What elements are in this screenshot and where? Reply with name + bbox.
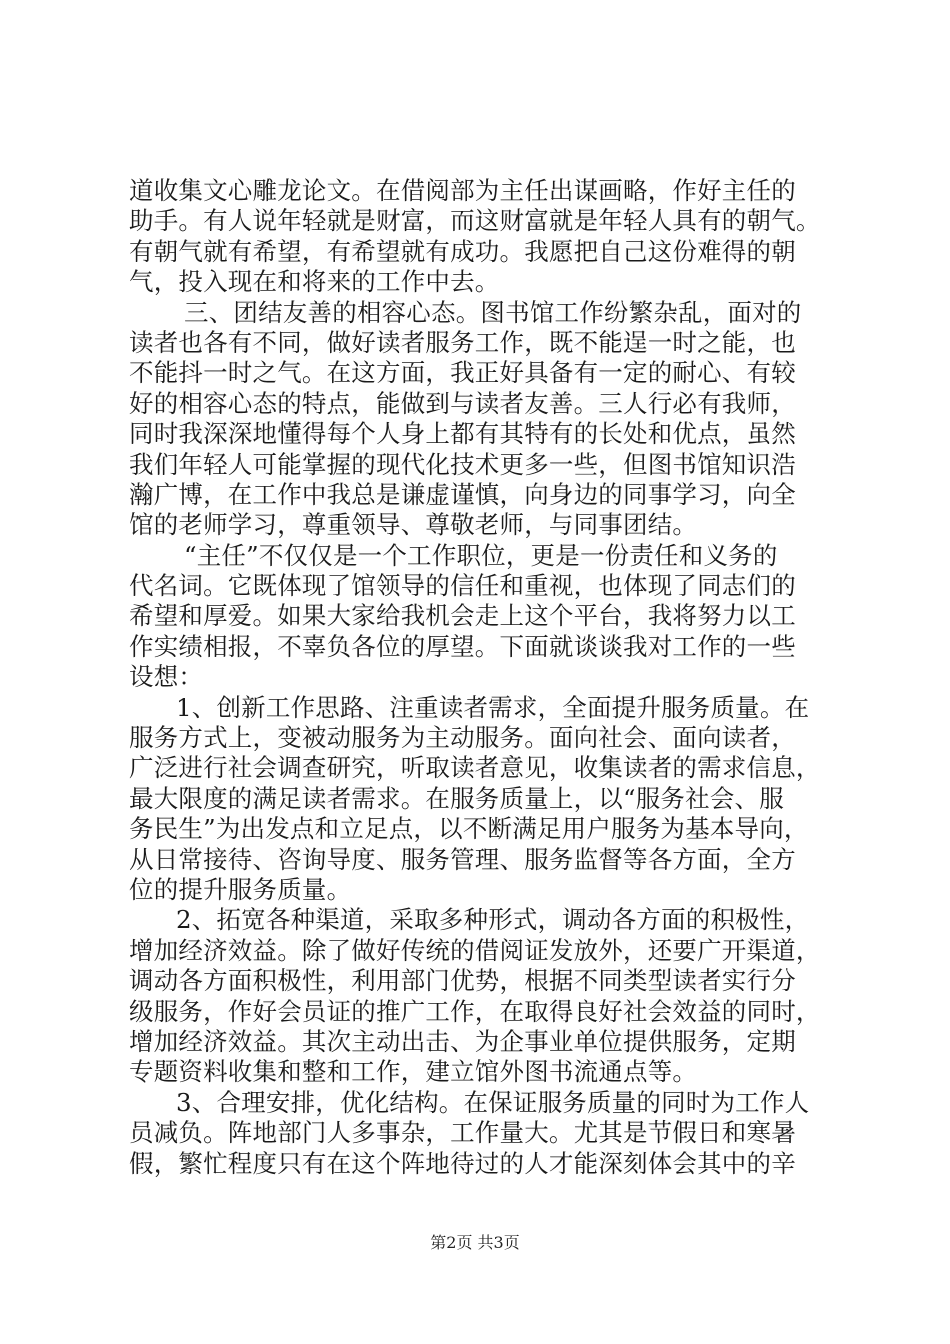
text-line: 务民生”为出发点和立足点，以不断满足用户服务为基本导向， bbox=[129, 814, 809, 844]
text-line: 专题资料收集和整和工作，建立馆外图书流通点等。 bbox=[129, 1057, 698, 1087]
paragraph-start-line: “主任”不仅仅是一个工作职位，更是一份责任和义务的 bbox=[184, 540, 778, 570]
text-line: 助手。有人说年轻就是财富，而这财富就是年轻人具有的朝气。 bbox=[129, 206, 821, 236]
text-line: 位的提升服务质量。 bbox=[129, 874, 352, 904]
text-line: 员减负。阵地部门人多事杂，工作量大。尤其是节假日和寒暑 bbox=[129, 1118, 796, 1148]
page-footer: 第2页 共3页 bbox=[430, 1233, 520, 1252]
text-line: 最大限度的满足读者需求。在服务质量上，以“服务社会、服 bbox=[129, 783, 784, 813]
paragraph-start-line: 3、合理安排，优化结构。在保证服务质量的同时为工作人 bbox=[176, 1087, 810, 1117]
text-line: 服务方式上，变被动服务为主动服务。面向社会、面向读者， bbox=[129, 723, 796, 753]
text-line: 好的相容心态的特点，能做到与读者友善。三人行必有我师， bbox=[129, 388, 796, 418]
text-line: 读者也各有不同，做好读者服务工作，既不能逞一时之能，也 bbox=[129, 327, 796, 357]
text-line: 气，投入现在和将来的工作中去。 bbox=[129, 267, 500, 297]
text-line: 我们年轻人可能掌握的现代化技术更多一些，但图书馆知识浩 bbox=[129, 449, 796, 479]
text-line: 有朝气就有希望，有希望就有成功。我愿把自己这份难得的朝 bbox=[129, 236, 796, 266]
text-line: 代名词。它既体现了馆领导的信任和重视，也体现了同志们的 bbox=[129, 571, 796, 601]
text-line: 不能抖一时之气。在这方面，我正好具备有一定的耐心、有较 bbox=[129, 358, 796, 388]
text-line: 增加经济效益。其次主动出击、为企事业单位提供服务，定期 bbox=[129, 1026, 796, 1056]
text-line: 瀚广博，在工作中我总是谦虚谨慎，向身边的同事学习，向全 bbox=[129, 479, 796, 509]
paragraph-start-line: 2、拓宽各种渠道，采取多种形式，调动各方面的积极性， bbox=[176, 905, 810, 935]
text-line: 级服务，作好会员证的推广工作，在取得良好社会效益的同时， bbox=[129, 996, 821, 1026]
text-line: 调动各方面积极性，利用部门优势，根据不同类型读者实行分 bbox=[129, 966, 796, 996]
paragraph-start-line: 1、创新工作思路、注重读者需求，全面提升服务质量。在 bbox=[176, 692, 810, 722]
text-line: 增加经济效益。除了做好传统的借阅证发放外，还要广开渠道， bbox=[129, 935, 821, 965]
text-line: 道收集文心雕龙论文。在借阅部为主任出谋画略，作好主任的 bbox=[129, 176, 796, 205]
text-line: 设想： bbox=[129, 662, 204, 692]
text-line: 同时我深深地懂得每个人身上都有其特有的长处和优点，虽然 bbox=[129, 419, 796, 449]
text-line: 广泛进行社会调查研究，听取读者意见，收集读者的需求信息， bbox=[129, 753, 821, 783]
text-line: 馆的老师学习，尊重领导、尊敬老师，与同事团结。 bbox=[129, 510, 698, 540]
text-line: 作实绩相报，不辜负各位的厚望。下面就谈谈我对工作的一些 bbox=[129, 631, 796, 661]
text-line: 从日常接待、咨询导度、服务管理、服务监督等各方面，全方 bbox=[129, 844, 796, 874]
text-line: 希望和厚爱。如果大家给我机会走上这个平台，我将努力以工 bbox=[129, 601, 796, 631]
document-body bbox=[129, 176, 829, 1179]
text-line: 假，繁忙程度只有在这个阵地待过的人才能深刻体会其中的辛 bbox=[129, 1148, 796, 1178]
paragraph-start-line: 三、团结友善的相容心态。图书馆工作纷繁杂乱，面对的 bbox=[184, 297, 802, 327]
